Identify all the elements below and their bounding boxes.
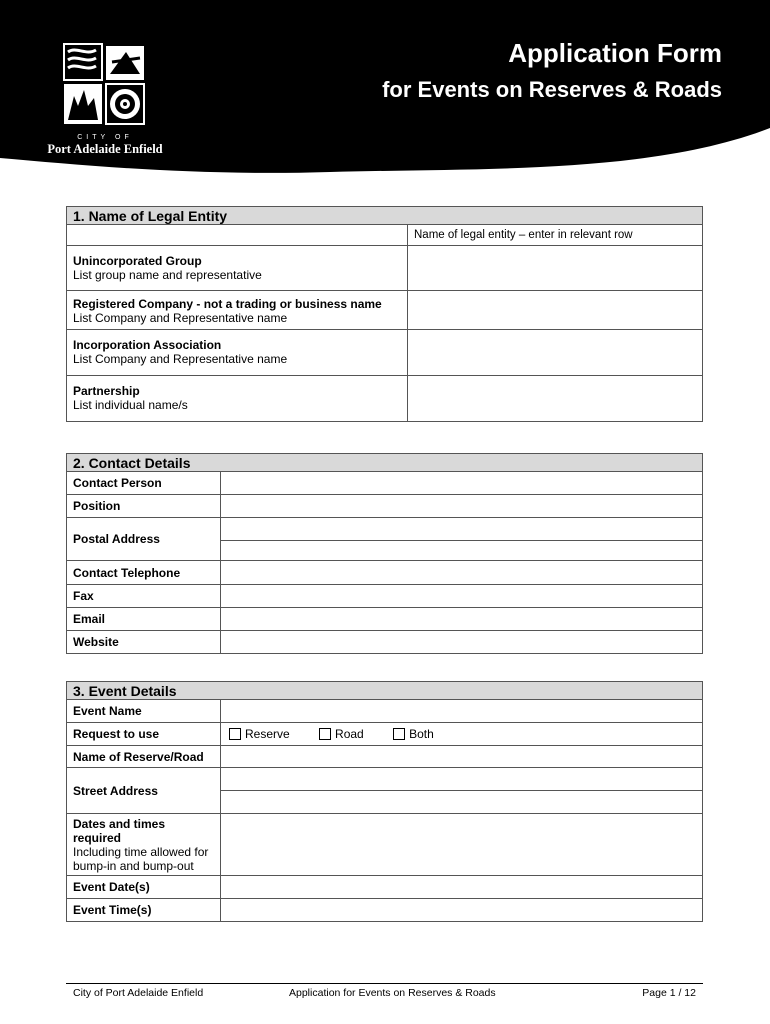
email-input[interactable] bbox=[221, 608, 703, 631]
page-subtitle: for Events on Reserves & Roads bbox=[382, 77, 722, 102]
entity-type-cell bbox=[67, 330, 408, 376]
table-row bbox=[67, 246, 703, 291]
contact-person-input[interactable] bbox=[221, 472, 703, 495]
postal-address-input-line2[interactable] bbox=[221, 541, 703, 561]
entity-type-title: Unincorporated Group bbox=[73, 254, 202, 268]
footer-document-title: Application for Events on Reserves & Roads bbox=[289, 987, 496, 999]
city-logo-icon bbox=[60, 40, 150, 130]
reserve-checkbox[interactable] bbox=[229, 728, 241, 740]
dates-times-label-cell bbox=[67, 814, 221, 876]
request-to-use-label: Request to use bbox=[67, 723, 221, 746]
option-road[interactable] bbox=[319, 727, 364, 741]
contact-details-table bbox=[66, 453, 703, 654]
request-to-use-options bbox=[221, 723, 703, 746]
entity-name-input-registered-company[interactable] bbox=[408, 291, 703, 330]
footer-divider bbox=[66, 983, 703, 984]
page-title: Application Form bbox=[508, 38, 722, 68]
event-dates-label: Event Date(s) bbox=[67, 876, 221, 899]
event-times-input[interactable] bbox=[221, 899, 703, 922]
fax-label: Fax bbox=[67, 585, 221, 608]
event-times-label: Event Time(s) bbox=[67, 899, 221, 922]
postal-address-input-line1[interactable] bbox=[221, 518, 703, 541]
footer-page-number: Page 1 / 12 bbox=[642, 987, 696, 999]
table-row bbox=[67, 376, 703, 422]
entity-type-title: Registered Company - not a trading or business name bbox=[73, 297, 382, 311]
legal-entity-table bbox=[66, 206, 703, 422]
event-name-label: Event Name bbox=[67, 700, 221, 723]
entity-name-input-incorporation[interactable] bbox=[408, 330, 703, 376]
section-heading-contact-details: 2. Contact Details bbox=[67, 454, 703, 472]
fax-input[interactable] bbox=[221, 585, 703, 608]
event-name-input[interactable] bbox=[221, 700, 703, 723]
dates-times-note-line1: Including time allowed for bbox=[73, 845, 209, 859]
entity-type-subtitle: List Company and Representative name bbox=[73, 311, 288, 325]
option-reserve[interactable] bbox=[229, 727, 290, 741]
email-label: Email bbox=[67, 608, 221, 631]
postal-address-label: Postal Address bbox=[67, 518, 221, 561]
option-both-label: Both bbox=[409, 727, 434, 741]
option-reserve-label: Reserve bbox=[245, 727, 290, 741]
section-heading-event-details: 3. Event Details bbox=[67, 682, 703, 700]
road-checkbox[interactable] bbox=[319, 728, 331, 740]
dates-times-input[interactable] bbox=[221, 814, 703, 876]
reserve-road-name-label: Name of Reserve/Road bbox=[67, 746, 221, 768]
entity-type-subtitle: List Company and Representative name bbox=[73, 352, 288, 366]
entity-type-title: Incorporation Association bbox=[73, 338, 222, 352]
reserve-road-name-input[interactable] bbox=[221, 746, 703, 768]
website-label: Website bbox=[67, 631, 221, 654]
entity-type-subtitle: List individual name/s bbox=[73, 398, 188, 412]
entity-name-input-partnership[interactable] bbox=[408, 376, 703, 422]
contact-telephone-input[interactable] bbox=[221, 561, 703, 585]
logo-city-name-text: Port Adelaide Enfield bbox=[47, 142, 163, 156]
option-road-label: Road bbox=[335, 727, 364, 741]
dates-times-label: Dates and times required bbox=[73, 817, 166, 845]
logo-city-of-text: CITY OF bbox=[77, 134, 133, 141]
contact-telephone-label: Contact Telephone bbox=[67, 561, 221, 585]
table-row bbox=[67, 291, 703, 330]
entity-type-title: Partnership bbox=[73, 384, 140, 398]
website-input[interactable] bbox=[221, 631, 703, 654]
street-address-label: Street Address bbox=[67, 768, 221, 814]
section-heading-legal-entity: 1. Name of Legal Entity bbox=[67, 207, 703, 225]
header-banner bbox=[0, 0, 770, 200]
street-address-input-line1[interactable] bbox=[221, 768, 703, 791]
entity-type-cell bbox=[67, 376, 408, 422]
footer-organisation: City of Port Adelaide Enfield bbox=[73, 987, 204, 999]
dates-times-note-line2: bump-in and bump-out bbox=[73, 859, 194, 873]
entity-type-cell bbox=[67, 291, 408, 330]
legal-entity-blank-cell bbox=[67, 225, 408, 246]
position-label: Position bbox=[67, 495, 221, 518]
event-dates-input[interactable] bbox=[221, 876, 703, 899]
table-row bbox=[67, 330, 703, 376]
both-checkbox[interactable] bbox=[393, 728, 405, 740]
street-address-input-line2[interactable] bbox=[221, 791, 703, 814]
entity-name-input-unincorporated[interactable] bbox=[408, 246, 703, 291]
entity-type-cell bbox=[67, 246, 408, 291]
legal-entity-column-note: Name of legal entity – enter in relevant row bbox=[408, 225, 703, 246]
entity-type-subtitle: List group name and representative bbox=[73, 268, 262, 282]
contact-person-label: Contact Person bbox=[67, 472, 221, 495]
event-details-table bbox=[66, 681, 703, 922]
position-input[interactable] bbox=[221, 495, 703, 518]
option-both[interactable] bbox=[393, 727, 434, 741]
